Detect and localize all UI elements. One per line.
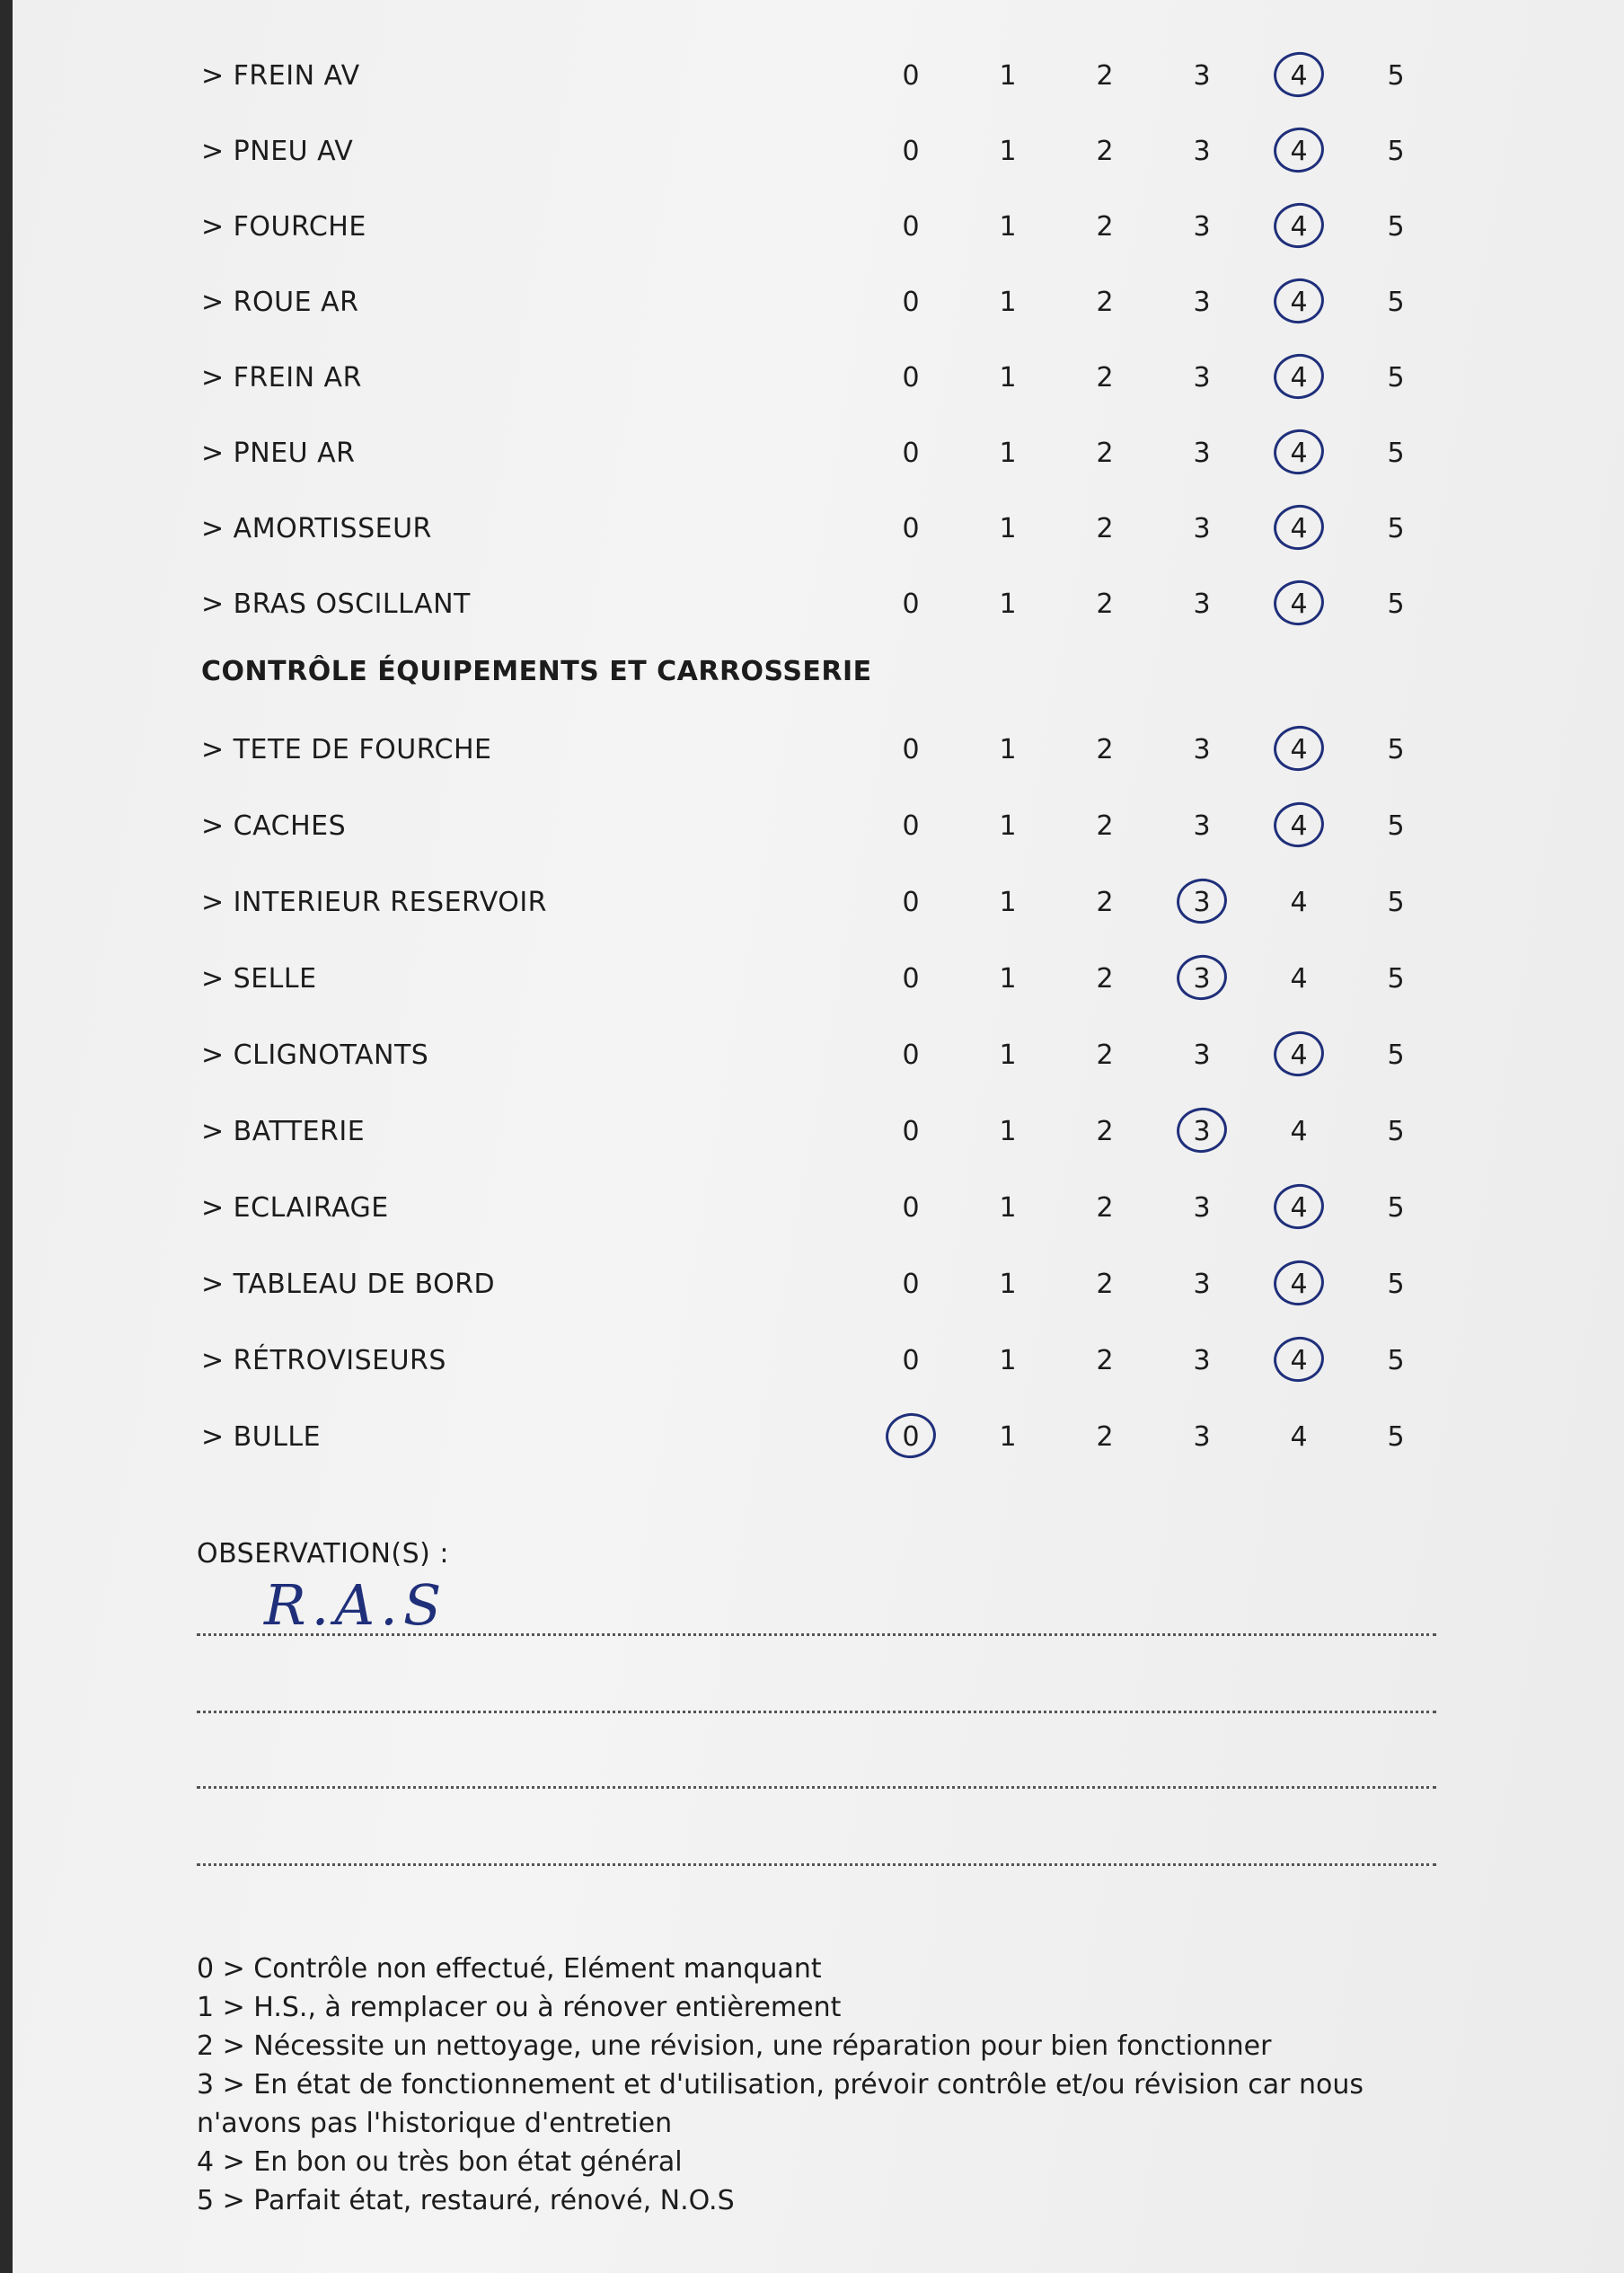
- legend-line: 1 > H.S., à remplacer ou à rénover entièrement: [197, 1992, 842, 2023]
- rating-row-label: > CLIGNOTANTS: [201, 1039, 429, 1071]
- score-option-0: 0: [902, 211, 920, 243]
- rating-row: [13, 196, 1624, 259]
- rating-row-label: > FOURCHE: [201, 211, 366, 243]
- score-option-5: 5: [1387, 1269, 1405, 1300]
- score-option-4: 4: [1290, 513, 1308, 544]
- observation-line-1: [197, 1633, 1436, 1636]
- observation-line-4: [197, 1863, 1436, 1866]
- score-option-5: 5: [1387, 513, 1405, 544]
- rating-row: [13, 271, 1624, 334]
- rating-row-label: > RÉTROVISEURS: [201, 1345, 446, 1376]
- rating-row: [13, 871, 1624, 934]
- rating-row-label: > FREIN AR: [201, 362, 362, 394]
- score-option-3: 3: [1193, 810, 1211, 842]
- score-option-0: 0: [902, 1421, 920, 1453]
- score-option-1: 1: [999, 1269, 1017, 1300]
- rating-row-label: > ECLAIRAGE: [201, 1192, 389, 1224]
- score-option-2: 2: [1096, 287, 1114, 318]
- score-option-2: 2: [1096, 810, 1114, 842]
- rating-row: [13, 45, 1624, 108]
- score-option-4: 4: [1290, 1421, 1308, 1453]
- rating-row: [13, 795, 1624, 858]
- score-option-5: 5: [1387, 734, 1405, 765]
- score-option-3: 3: [1193, 60, 1211, 92]
- score-option-0: 0: [902, 963, 920, 995]
- score-option-4: 4: [1290, 136, 1308, 167]
- score-option-2: 2: [1096, 588, 1114, 620]
- score-option-5: 5: [1387, 1421, 1405, 1453]
- rating-row: [13, 948, 1624, 1011]
- rating-row-label: > BATTERIE: [201, 1116, 366, 1147]
- score-option-1: 1: [999, 211, 1017, 243]
- score-option-1: 1: [999, 1039, 1017, 1071]
- rating-row-label: > PNEU AV: [201, 136, 354, 167]
- rating-row-label: > INTERIEUR RESERVOIR: [201, 887, 548, 918]
- score-option-4: 4: [1290, 211, 1308, 243]
- score-option-2: 2: [1096, 963, 1114, 995]
- score-option-5: 5: [1387, 438, 1405, 469]
- score-option-2: 2: [1096, 136, 1114, 167]
- score-option-4: 4: [1290, 887, 1308, 918]
- rating-row-label: > SELLE: [201, 963, 317, 995]
- score-option-4: 4: [1290, 287, 1308, 318]
- score-option-5: 5: [1387, 1192, 1405, 1224]
- rating-row: [13, 1177, 1624, 1240]
- rating-row-label: > CACHES: [201, 810, 347, 842]
- rating-row: [13, 573, 1624, 636]
- score-option-3: 3: [1193, 1345, 1211, 1376]
- score-option-0: 0: [902, 810, 920, 842]
- legend-line: 3 > En état de fonctionnement et d'utilisation, prévoir contrôle et/ou révision car nous: [197, 2069, 1364, 2101]
- score-option-4: 4: [1290, 1039, 1308, 1071]
- score-option-1: 1: [999, 287, 1017, 318]
- score-option-1: 1: [999, 1421, 1017, 1453]
- score-option-4: 4: [1290, 438, 1308, 469]
- rating-row: [13, 1101, 1624, 1163]
- score-option-5: 5: [1387, 963, 1405, 995]
- rating-row-label: > PNEU AR: [201, 438, 356, 469]
- score-option-5: 5: [1387, 1116, 1405, 1147]
- score-option-2: 2: [1096, 513, 1114, 544]
- rating-row: [13, 1406, 1624, 1469]
- score-option-0: 0: [902, 1269, 920, 1300]
- score-option-5: 5: [1387, 1345, 1405, 1376]
- score-option-1: 1: [999, 1192, 1017, 1224]
- score-option-3: 3: [1193, 588, 1211, 620]
- score-option-3: 3: [1193, 963, 1211, 995]
- score-option-1: 1: [999, 1345, 1017, 1376]
- score-option-5: 5: [1387, 60, 1405, 92]
- score-option-0: 0: [902, 588, 920, 620]
- score-option-2: 2: [1096, 887, 1114, 918]
- score-option-5: 5: [1387, 136, 1405, 167]
- score-option-0: 0: [902, 1192, 920, 1224]
- rating-row: [13, 422, 1624, 485]
- rating-row: [13, 347, 1624, 410]
- score-option-2: 2: [1096, 438, 1114, 469]
- score-option-1: 1: [999, 887, 1017, 918]
- section-title: CONTRÔLE ÉQUIPEMENTS ET CARROSSERIE: [201, 656, 872, 687]
- score-option-0: 0: [902, 887, 920, 918]
- score-option-3: 3: [1193, 287, 1211, 318]
- score-option-3: 3: [1193, 211, 1211, 243]
- rating-row: [13, 1024, 1624, 1087]
- rating-row: [13, 1253, 1624, 1316]
- score-option-2: 2: [1096, 1192, 1114, 1224]
- score-option-4: 4: [1290, 1345, 1308, 1376]
- rating-row: [13, 120, 1624, 183]
- score-option-2: 2: [1096, 1039, 1114, 1071]
- rating-row: [13, 498, 1624, 561]
- score-option-3: 3: [1193, 438, 1211, 469]
- score-option-2: 2: [1096, 211, 1114, 243]
- observation-line-2: [197, 1711, 1436, 1713]
- score-option-4: 4: [1290, 963, 1308, 995]
- score-option-5: 5: [1387, 211, 1405, 243]
- score-option-5: 5: [1387, 1039, 1405, 1071]
- score-option-4: 4: [1290, 1192, 1308, 1224]
- score-option-3: 3: [1193, 887, 1211, 918]
- score-option-1: 1: [999, 60, 1017, 92]
- score-option-0: 0: [902, 287, 920, 318]
- score-option-4: 4: [1290, 1269, 1308, 1300]
- score-option-4: 4: [1290, 1116, 1308, 1147]
- legend-line: 4 > En bon ou très bon état général: [197, 2146, 683, 2178]
- score-option-2: 2: [1096, 1421, 1114, 1453]
- score-option-4: 4: [1290, 588, 1308, 620]
- score-option-5: 5: [1387, 287, 1405, 318]
- score-option-2: 2: [1096, 60, 1114, 92]
- score-option-1: 1: [999, 734, 1017, 765]
- score-option-1: 1: [999, 810, 1017, 842]
- score-option-0: 0: [902, 60, 920, 92]
- rating-row-label: > BRAS OSCILLANT: [201, 588, 471, 620]
- score-option-1: 1: [999, 136, 1017, 167]
- score-option-4: 4: [1290, 810, 1308, 842]
- rating-row-label: > AMORTISSEUR: [201, 513, 432, 544]
- legend-line: 0 > Contrôle non effectué, Elément manquant: [197, 1953, 822, 1985]
- score-option-1: 1: [999, 1116, 1017, 1147]
- score-option-2: 2: [1096, 1345, 1114, 1376]
- score-option-1: 1: [999, 438, 1017, 469]
- observations-handwriting: R.A.S: [264, 1572, 447, 1638]
- score-option-5: 5: [1387, 887, 1405, 918]
- score-option-0: 0: [902, 362, 920, 394]
- rating-row-label: > TABLEAU DE BORD: [201, 1269, 496, 1300]
- legend-line: 5 > Parfait état, restauré, rénové, N.O.S: [197, 2185, 735, 2216]
- observation-line-3: [197, 1786, 1436, 1789]
- score-option-3: 3: [1193, 734, 1211, 765]
- score-option-2: 2: [1096, 734, 1114, 765]
- rating-row-label: > FREIN AV: [201, 60, 360, 92]
- observations-title: OBSERVATION(S) :: [197, 1538, 449, 1570]
- legend-line: n'avons pas l'historique d'entretien: [197, 2108, 673, 2139]
- rating-row-label: > BULLE: [201, 1421, 322, 1453]
- score-option-4: 4: [1290, 60, 1308, 92]
- score-option-1: 1: [999, 963, 1017, 995]
- score-option-3: 3: [1193, 1039, 1211, 1071]
- score-option-0: 0: [902, 1039, 920, 1071]
- score-option-0: 0: [902, 513, 920, 544]
- score-option-0: 0: [902, 734, 920, 765]
- score-option-4: 4: [1290, 734, 1308, 765]
- legend: [197, 1950, 1454, 2220]
- score-option-3: 3: [1193, 1192, 1211, 1224]
- score-option-0: 0: [902, 1116, 920, 1147]
- score-option-5: 5: [1387, 588, 1405, 620]
- score-option-3: 3: [1193, 362, 1211, 394]
- legend-line: 2 > Nécessite un nettoyage, une révision, une réparation pour bien fonctionner: [197, 2030, 1272, 2062]
- score-option-3: 3: [1193, 513, 1211, 544]
- score-option-1: 1: [999, 588, 1017, 620]
- score-option-1: 1: [999, 513, 1017, 544]
- score-option-2: 2: [1096, 1269, 1114, 1300]
- score-option-2: 2: [1096, 1116, 1114, 1147]
- score-option-0: 0: [902, 438, 920, 469]
- score-option-3: 3: [1193, 1116, 1211, 1147]
- score-option-4: 4: [1290, 362, 1308, 394]
- rating-row-label: > TETE DE FOURCHE: [201, 734, 492, 765]
- rating-row: [13, 719, 1624, 782]
- rating-row-label: > ROUE AR: [201, 287, 359, 318]
- score-option-0: 0: [902, 136, 920, 167]
- score-option-2: 2: [1096, 362, 1114, 394]
- score-option-5: 5: [1387, 362, 1405, 394]
- form-sheet: [13, 0, 1624, 2273]
- score-option-1: 1: [999, 362, 1017, 394]
- score-option-3: 3: [1193, 136, 1211, 167]
- score-option-5: 5: [1387, 810, 1405, 842]
- score-option-3: 3: [1193, 1421, 1211, 1453]
- rating-row: [13, 1330, 1624, 1393]
- score-option-0: 0: [902, 1345, 920, 1376]
- score-option-3: 3: [1193, 1269, 1211, 1300]
